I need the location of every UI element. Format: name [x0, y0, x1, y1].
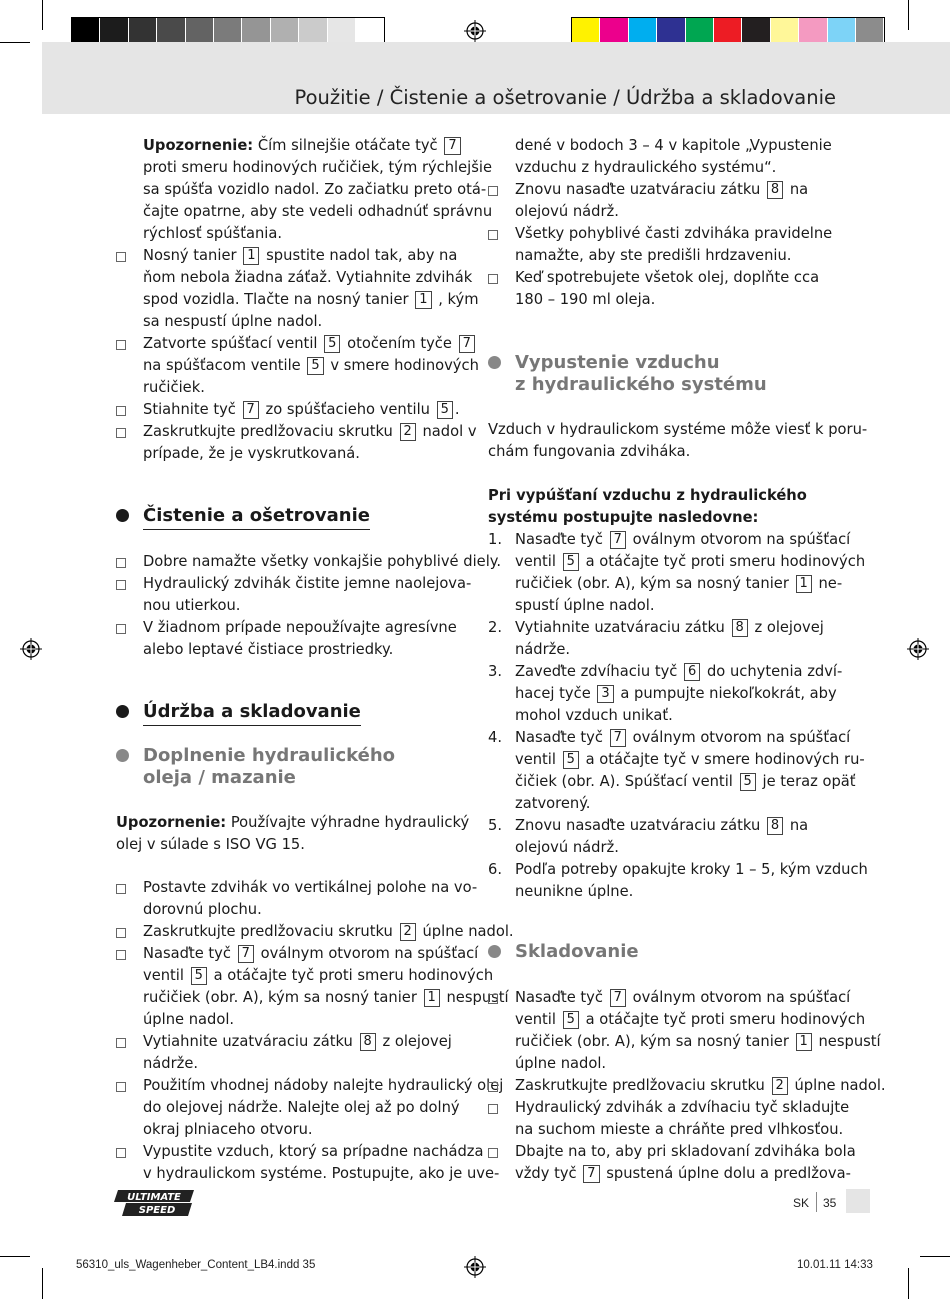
part-reference-number: 7 — [444, 137, 460, 155]
part-reference-number: 1 — [796, 575, 812, 593]
note-label: Upozornenie: — [143, 137, 254, 154]
checkbox-bullet-icon — [116, 1082, 126, 1092]
part-reference-number: 8 — [767, 817, 783, 835]
heading-bullet-icon — [488, 945, 501, 958]
step-number: 5. — [488, 817, 503, 834]
text-line — [515, 573, 842, 595]
text-line — [143, 1053, 198, 1075]
text-line: Dobre namažte všetky vonkajšie pohyblivé diely. — [143, 553, 502, 570]
step-number: 6. — [488, 861, 503, 878]
text-line — [515, 1053, 606, 1075]
text-segment: Všetky pohyblivé časti zdviháka pravidelne — [515, 225, 833, 242]
text-segment: namažte, aby ste predišli hrdzaveniu. — [515, 247, 792, 264]
text-segment: dorovnú plochu. — [143, 901, 262, 918]
text-segment: Znovu nasaďte uzatváraciu zátku — [515, 817, 761, 834]
part-reference-number: 7 — [610, 531, 626, 549]
text-segment: zo spúšťacieho ventilu — [265, 401, 430, 418]
text-line — [143, 333, 477, 355]
part-reference-number: 1 — [424, 989, 440, 1007]
text-line — [143, 355, 479, 377]
registration-mark-icon — [20, 638, 42, 660]
text-segment: , kým — [438, 291, 479, 308]
text-segment: ručičiek (obr. A), kým sa nosný tanier — [515, 1033, 789, 1050]
text-segment: Zaskrutkujte predlžovaciu skrutku — [143, 423, 393, 440]
crop-mark — [0, 1256, 30, 1257]
text-line — [515, 245, 791, 267]
text-segment: Zaveďte zdvíhaciu tyč — [515, 663, 678, 680]
part-reference-number: 1 — [243, 247, 259, 265]
text-line — [515, 617, 824, 639]
text-line — [515, 815, 808, 837]
part-reference-number: 3 — [597, 685, 613, 703]
part-reference-number: 5 — [563, 751, 579, 769]
checkbox-bullet-icon — [116, 340, 126, 350]
text-line — [515, 551, 865, 573]
text-segment: Vypustite vzduch, ktorý sa prípadne nachádza — [143, 1143, 484, 1160]
text-segment: Vytiahnite uzatváraciu zátku — [515, 619, 725, 636]
checkbox-bullet-icon — [488, 1082, 498, 1092]
text-segment: Zatvorte spúšťací ventil — [143, 335, 318, 352]
part-reference-number: 7 — [610, 729, 626, 747]
page-title: Použitie / Čistenie a ošetrovanie / Údržba a skladovanie — [294, 86, 836, 109]
text-line — [143, 1031, 452, 1053]
text-segment: ručičiek (obr. A), kým sa nosný tanier — [515, 575, 789, 592]
language-code: SK — [793, 1196, 810, 1210]
text-segment: nespustí — [818, 1033, 881, 1050]
text-line: sa spúšťa vozidlo nadol. Zo začiatku preto otá- — [143, 181, 487, 198]
footer-divider — [816, 1192, 817, 1212]
text-line: Hydraulický zdvihák čistite jemne naolejova- — [143, 575, 472, 592]
text-segment: otočením tyče — [347, 335, 452, 352]
text-segment: na spúšťacom ventile — [143, 357, 301, 374]
text-segment: v smere hodinových — [330, 357, 479, 374]
text-segment: ventil — [515, 553, 556, 570]
text-line — [515, 179, 808, 201]
text-segment: Podľa potreby opakujte kroky 1 – 5, kým vzduch — [515, 861, 868, 878]
text-segment: a otáčajte tyč proti smeru hodinových — [585, 553, 866, 570]
text-line — [143, 443, 360, 465]
text-line — [143, 289, 479, 311]
text-line — [515, 1009, 865, 1031]
text-segment: ventil — [515, 1011, 556, 1028]
text-line — [515, 771, 856, 793]
text-line — [143, 987, 509, 1009]
checkbox-bullet-icon — [116, 928, 126, 938]
text-segment: spustí úplne nadol. — [515, 597, 655, 614]
checkbox-bullet-icon — [488, 1148, 498, 1158]
subsection-heading: Vypustenie vzduchu — [515, 352, 720, 373]
text-line — [143, 943, 478, 965]
part-reference-number: 6 — [684, 663, 700, 681]
checkbox-bullet-icon — [488, 1104, 498, 1114]
subsection-heading: Doplnenie hydraulického — [143, 745, 395, 766]
text-segment: spustená úplne dolu a predlžova- — [606, 1165, 851, 1182]
text-line — [143, 1075, 503, 1097]
text-segment: úplne nadol. — [422, 923, 514, 940]
text-segment: a pumpujte niekoľkokrát, aby — [620, 685, 837, 702]
text-segment: ne- — [818, 575, 843, 592]
text-line — [515, 705, 673, 727]
step-number: 3. — [488, 663, 503, 680]
text-segment: úplne nadol. — [515, 1055, 607, 1072]
part-reference-number: 5 — [307, 357, 323, 375]
crop-mark — [920, 1256, 950, 1257]
text-segment: neunikne úplne. — [515, 883, 634, 900]
text-segment: oválnym otvorom na spúšťací — [632, 729, 851, 746]
text-segment: Znovu nasaďte uzatváraciu zátku — [515, 181, 761, 198]
text-segment: okraj plniaceho otvoru. — [143, 1121, 313, 1138]
text-segment: z olejovej — [382, 1033, 452, 1050]
text-segment: Hydraulický zdvihák a zdvíhaciu tyč skladujte — [515, 1099, 850, 1116]
text-segment: oválnym otvorom na spúšťací — [632, 989, 851, 1006]
checkbox-bullet-icon — [116, 624, 126, 634]
part-reference-number: 5 — [740, 773, 756, 791]
part-reference-number: 2 — [772, 1077, 788, 1095]
crop-mark — [0, 42, 30, 43]
heading-bullet-icon — [488, 356, 501, 369]
text-line — [143, 311, 322, 333]
text-line — [143, 899, 262, 921]
text-segment: mohol vzduch unikať. — [515, 707, 673, 724]
text-line — [515, 1031, 881, 1053]
text-line — [515, 1141, 856, 1163]
heading-bullet-icon — [116, 705, 129, 718]
text-line — [515, 529, 850, 551]
file-date: 10.01.11 14:33 — [797, 1259, 873, 1271]
checkbox-bullet-icon — [116, 406, 126, 416]
text-line — [143, 1009, 234, 1031]
text-line — [143, 1141, 484, 1163]
text-segment: Dbajte na to, aby pri skladovaní zdviháka bola — [515, 1143, 856, 1160]
text-line — [143, 1097, 460, 1119]
text-line: Vzduch v hydraulickom systéme môže viesť k poru- — [488, 421, 868, 438]
text-segment: spustite nadol tak, aby na — [266, 247, 458, 264]
text-line: V žiadnom prípade nepoužívajte agresívne — [143, 619, 457, 636]
text-segment: Nasaďte tyč — [515, 989, 603, 1006]
text-line: čajte opatrne, aby ste vedeli odhadnúť správnu — [143, 203, 493, 220]
part-reference-number: 7 — [238, 945, 254, 963]
registration-mark-icon — [464, 1256, 486, 1278]
text-line: nou utierkou. — [143, 597, 241, 614]
step-number: 1. — [488, 531, 503, 548]
text-segment: Nasaďte tyč — [515, 531, 603, 548]
text-line — [143, 1163, 499, 1185]
text-segment: na — [789, 181, 809, 198]
text-segment: ručičiek. — [143, 379, 205, 396]
crop-mark — [908, 0, 909, 30]
text-segment: a otáčajte tyč proti smeru hodinových — [213, 967, 494, 984]
text-line — [515, 289, 655, 311]
text-segment: spod vozidla. Tlačte na nosný tanier — [143, 291, 409, 308]
text-segment: ventil — [143, 967, 184, 984]
checkbox-bullet-icon — [488, 186, 498, 196]
text-segment: Používajte výhradne hydraulický — [230, 814, 470, 831]
checkbox-bullet-icon — [488, 274, 498, 284]
text-segment: ručičiek (obr. A), kým sa nosný tanier — [143, 989, 417, 1006]
text-segment: nadol v — [422, 423, 477, 440]
part-reference-number: 5 — [437, 401, 453, 419]
text-line — [515, 987, 850, 1009]
text-line — [143, 877, 477, 899]
text-segment: prípade, že je vyskrutkovaná. — [143, 445, 360, 462]
section-heading: Čistenie a ošetrovanie — [143, 505, 370, 530]
checkbox-bullet-icon — [488, 994, 498, 1004]
part-reference-number: 5 — [563, 553, 579, 571]
text-segment: Použitím vhodnej nádoby nalejte hydraulický olej — [143, 1077, 504, 1094]
text-line — [515, 201, 619, 223]
text-line: olej v súlade s ISO VG 15. — [116, 836, 305, 853]
text-segment: do uchytenia zdví- — [706, 663, 843, 680]
text-segment: olejovú nádrž. — [515, 203, 619, 220]
crop-mark — [908, 1268, 909, 1299]
checkbox-bullet-icon — [116, 1038, 126, 1048]
text-segment: vždy tyč — [515, 1165, 577, 1182]
text-segment: ňom nebola žiadna záťaž. Vytiahnite zdvihák — [143, 269, 473, 286]
text-line: rýchlosť spúšťania. — [143, 225, 283, 242]
text-line — [515, 881, 633, 903]
part-reference-number: 8 — [360, 1033, 376, 1051]
part-reference-number: 8 — [767, 181, 783, 199]
part-reference-number: 8 — [732, 619, 748, 637]
text-line — [143, 1119, 313, 1141]
part-reference-number: 1 — [796, 1033, 812, 1051]
text-line — [515, 595, 655, 617]
note-line — [143, 135, 463, 157]
checkbox-bullet-icon — [116, 428, 126, 438]
text-line — [515, 1097, 849, 1119]
text-line: vzduchu z hydraulického systému“. — [515, 159, 777, 176]
text-line — [515, 639, 570, 661]
heading-bullet-icon — [116, 749, 129, 762]
text-segment: v hydraulickom systéme. Postupujte, ako je uve- — [143, 1165, 500, 1182]
text-segment: Keď spotrebujete všetok olej, doplňte cca — [515, 269, 820, 286]
logo-text: SPEED — [138, 1205, 176, 1216]
crop-mark — [42, 0, 43, 30]
crop-mark — [42, 1268, 43, 1299]
text-line — [143, 965, 493, 987]
step-number: 2. — [488, 619, 503, 636]
text-line — [143, 399, 460, 421]
text-segment: úplne nadol. — [794, 1077, 886, 1094]
text-segment: Stiahnite tyč — [143, 401, 236, 418]
text-line: proti smeru hodinových ručičiek, tým rýchlejšie — [143, 159, 493, 176]
text-line — [515, 1163, 851, 1185]
part-reference-number: 7 — [459, 335, 475, 353]
checkbox-bullet-icon — [116, 1148, 126, 1158]
text-segment: Zaskrutkujte predlžovaciu skrutku — [143, 923, 393, 940]
text-segment: úplne nadol. — [143, 1011, 235, 1028]
text-segment: do olejovej nádrže. Nalejte olej až po dolný — [143, 1099, 460, 1116]
page-number: 35 — [823, 1196, 837, 1210]
note-label: Upozornenie: — [116, 814, 227, 831]
text-segment: na — [789, 817, 809, 834]
checkbox-bullet-icon — [116, 884, 126, 894]
text-segment: Nosný tanier — [143, 247, 237, 264]
part-reference-number: 5 — [191, 967, 207, 985]
text-segment: je teraz opäť — [762, 773, 856, 790]
checkbox-bullet-icon — [116, 252, 126, 262]
text-line — [143, 267, 472, 289]
text-segment: a otáčajte tyč proti smeru hodinových — [585, 1011, 866, 1028]
text-segment: sa nespustí úplne nadol. — [143, 313, 323, 330]
text-segment: Zaskrutkujte predlžovaciu skrutku — [515, 1077, 765, 1094]
part-reference-number: 1 — [415, 291, 431, 309]
text-segment: Nasaďte tyč — [515, 729, 603, 746]
text-line: systému postupujte nasledovne: — [488, 509, 759, 526]
text-segment: Nasaďte tyč — [143, 945, 231, 962]
text-line — [515, 223, 832, 245]
text-line: Pri vypúšťaní vzduchu z hydraulického — [488, 487, 807, 504]
part-reference-number: 5 — [324, 335, 340, 353]
text-line — [515, 727, 850, 749]
text-line — [515, 1075, 886, 1097]
text-line: alebo leptavé čistiace prostriedky. — [143, 641, 394, 658]
part-reference-number: 7 — [243, 401, 259, 419]
part-reference-number: 7 — [610, 989, 626, 1007]
text-segment: čičiek (obr. A). Spúšťací ventil — [515, 773, 733, 790]
text-segment: nádrže. — [143, 1055, 199, 1072]
part-reference-number: 7 — [583, 1165, 599, 1183]
text-line: chám fungovania zdviháka. — [488, 443, 691, 460]
text-line — [143, 245, 457, 267]
checkbox-bullet-icon — [116, 558, 126, 568]
text-segment: nádrže. — [515, 641, 571, 658]
text-segment: Vytiahnite uzatváraciu zátku — [143, 1033, 353, 1050]
registration-mark-icon — [464, 20, 486, 42]
text-segment: oválnym otvorom na spúšťací — [632, 531, 851, 548]
text-line — [515, 793, 590, 815]
text-segment: 180 – 190 ml oleja. — [515, 291, 656, 308]
file-slug: 56310_uls_Wagenheber_Content_LB4.indd 35 — [76, 1259, 316, 1271]
subsection-heading: Skladovanie — [515, 941, 639, 962]
text-line — [515, 267, 819, 289]
text-segment: oválnym otvorom na spúšťací — [260, 945, 479, 962]
text-segment: Postavte zdvihák vo vertikálnej polohe na vo- — [143, 879, 478, 896]
text-segment: na suchom mieste a chráňte pred vlhkosťou. — [515, 1121, 844, 1138]
text-segment: nespustí — [446, 989, 509, 1006]
part-reference-number: 2 — [400, 923, 416, 941]
section-heading: Údržba a skladovanie — [143, 701, 361, 726]
text-line — [143, 377, 205, 399]
text-segment: hacej tyče — [515, 685, 591, 702]
text-segment: olejovú nádrž. — [515, 839, 619, 856]
text-line: dené v bodoch 3 – 4 v kapitole „Vypustenie — [515, 137, 832, 154]
subsection-heading: z hydraulického systému — [515, 374, 767, 395]
text-segment: z olejovej — [754, 619, 824, 636]
part-reference-number: 5 — [563, 1011, 579, 1029]
page-tab-box — [846, 1189, 870, 1213]
logo-text: ULTIMATE — [127, 1192, 181, 1203]
text-line — [515, 1119, 843, 1141]
text-segment: Čím silnejšie otáčate tyč — [257, 137, 438, 154]
subsection-heading: oleja / mazanie — [143, 767, 296, 788]
text-segment: a otáčajte tyč v smere hodinových ru- — [585, 751, 865, 768]
text-line — [515, 749, 865, 771]
ultimate-speed-logo — [112, 1188, 198, 1218]
text-segment: ventil — [515, 751, 556, 768]
text-line — [515, 683, 837, 705]
checkbox-bullet-icon — [116, 950, 126, 960]
text-line — [143, 921, 514, 943]
text-segment: zatvorený. — [515, 795, 591, 812]
text-line — [143, 421, 477, 443]
note-line — [116, 812, 469, 834]
text-segment: . — [454, 401, 460, 418]
step-number: 4. — [488, 729, 503, 746]
checkbox-bullet-icon — [488, 230, 498, 240]
text-line — [515, 661, 842, 683]
heading-bullet-icon — [116, 509, 129, 522]
text-line — [515, 837, 619, 859]
part-reference-number: 2 — [400, 423, 416, 441]
text-line — [515, 859, 868, 881]
checkbox-bullet-icon — [116, 580, 126, 590]
registration-mark-icon — [907, 638, 929, 660]
